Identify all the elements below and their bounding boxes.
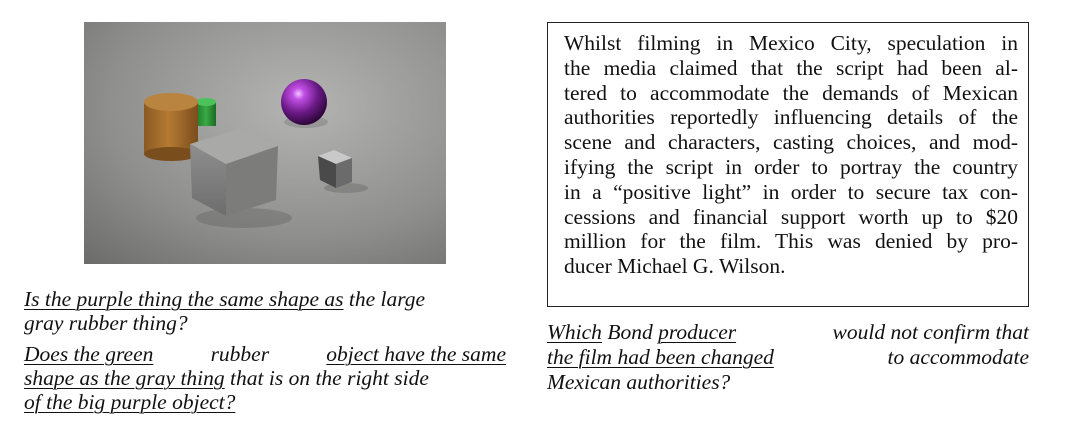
clevr-scene-image	[84, 22, 446, 264]
question-text: would not confirm that	[832, 320, 1029, 344]
question-2-line-3	[24, 391, 235, 415]
passage-line: in a “positive light” in order to secure tax con-	[564, 179, 1018, 204]
passage-text	[564, 31, 1018, 279]
passage-line: ducer Michael G. Wilson.	[564, 254, 786, 279]
question-text: gray rubber thing?	[24, 311, 188, 335]
underlined-phrase: of the big purple object?	[24, 390, 236, 414]
underlined-phrase: producer	[658, 320, 737, 344]
underlined-phrase: Does the green	[24, 342, 154, 366]
passage-line: million for the film. This was denied by pro-	[564, 229, 1018, 254]
passage-box	[547, 22, 1029, 307]
green-cylinder	[196, 98, 216, 126]
question-1-line-2	[24, 312, 188, 336]
purple-sphere	[281, 79, 327, 125]
underlined-phrase: Is the purple thing the same shape as	[24, 287, 344, 311]
question-text: the large	[343, 287, 426, 311]
brown-cylinder	[144, 93, 198, 161]
passage-line: cessions and financial support worth up to $20	[564, 204, 1018, 229]
underlined-phrase: the film had been changed	[547, 345, 774, 369]
large-gray-cube	[190, 128, 278, 216]
question-3-line-2	[547, 346, 1029, 370]
question-2-line-1	[24, 343, 506, 367]
question-text: Mexican authorities?	[547, 370, 731, 394]
passage-line: tered to accommodate the demands of Mexican	[564, 80, 1018, 105]
passage-line: scene and characters, casting choices, and mod-	[564, 130, 1018, 155]
passage-line: authorities reportedly influencing details of the	[564, 105, 1018, 130]
underlined-phrase: Which	[547, 320, 602, 344]
question-text: rubber	[205, 342, 275, 366]
passage-line: the media claimed that the script had been al-	[564, 55, 1018, 80]
question-text: that is on the right side	[224, 366, 429, 390]
question-2-line-2	[24, 367, 429, 391]
underlined-phrase: shape as the gray thing	[24, 366, 225, 390]
passage-line: Whilst filming in Mexico City, speculation in	[564, 31, 1018, 55]
question-1-line-1	[24, 288, 425, 312]
question-text: Bond	[601, 320, 659, 344]
passage-line: ifying the script in order to portray the country	[564, 154, 1018, 179]
underlined-phrase: object have the same	[326, 342, 506, 366]
question-3-line-3	[547, 371, 730, 395]
question-3-line-1	[547, 321, 1029, 345]
question-text: to accommodate	[887, 345, 1029, 369]
